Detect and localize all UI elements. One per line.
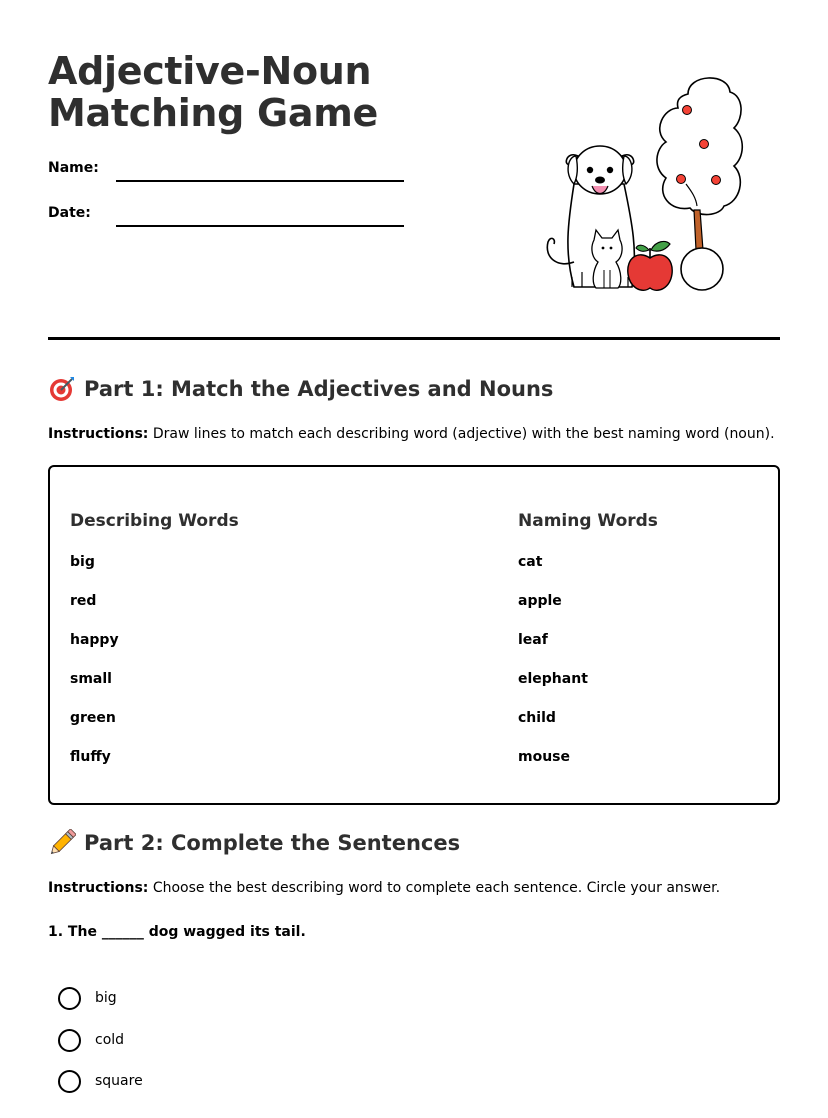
option-big[interactable] — [58, 986, 117, 1010]
naming-words-column — [518, 511, 658, 787]
title-line-1: Adjective-Noun — [48, 49, 372, 93]
title-line-2: Matching Game — [48, 91, 379, 135]
option-label: big — [95, 990, 117, 1006]
name-field[interactable] — [48, 160, 408, 182]
part1-instructions-label: Instructions: — [48, 426, 149, 442]
describing-word[interactable]: fluffy — [70, 749, 111, 765]
option-label: cold — [95, 1032, 125, 1048]
option-square[interactable] — [58, 1069, 143, 1093]
part2-title — [48, 829, 460, 857]
part1-title — [48, 375, 553, 403]
illustration — [538, 72, 778, 298]
option-label: square — [95, 1073, 143, 1089]
part1-instructions-text: Draw lines to match each describing word (adjective) with the best naming word (noun). — [148, 426, 775, 442]
describing-word[interactable]: red — [70, 593, 97, 609]
target-icon — [48, 375, 76, 403]
radio-circle-icon[interactable] — [58, 1029, 81, 1052]
pencil-icon — [48, 829, 76, 857]
date-underline[interactable] — [116, 225, 404, 227]
part2-instructions-label: Instructions: — [48, 880, 149, 896]
naming-word[interactable]: apple — [518, 593, 562, 609]
cat-icon — [592, 230, 622, 288]
header-divider — [48, 337, 780, 340]
tree-icon — [657, 78, 742, 290]
question-1: 1. The ______ dog wagged its tail. — [48, 924, 306, 940]
matching-box — [48, 465, 780, 805]
option-cold[interactable] — [58, 1028, 124, 1052]
radio-circle-icon[interactable] — [58, 987, 81, 1010]
describing-words-header: Describing Words — [70, 511, 239, 531]
naming-word[interactable]: mouse — [518, 749, 571, 765]
page-title — [48, 50, 378, 134]
name-label: Name: — [48, 160, 99, 176]
naming-word[interactable]: child — [518, 710, 556, 726]
naming-word[interactable]: elephant — [518, 671, 588, 687]
naming-word[interactable]: leaf — [518, 632, 548, 648]
name-underline[interactable] — [116, 180, 404, 182]
describing-word[interactable]: green — [70, 710, 116, 726]
naming-word[interactable]: cat — [518, 554, 543, 570]
radio-circle-icon[interactable] — [58, 1070, 81, 1093]
part2-instructions-text: Choose the best describing word to complete each sentence. Circle your answer. — [148, 880, 721, 896]
describing-word[interactable]: big — [70, 554, 95, 570]
part1-instructions — [48, 426, 775, 442]
describing-word[interactable]: happy — [70, 632, 119, 648]
describing-word[interactable]: small — [70, 671, 112, 687]
part2-instructions — [48, 880, 720, 896]
part2-title-text: Part 2: Complete the Sentences — [84, 831, 461, 855]
describing-words-column — [70, 511, 239, 787]
date-field[interactable] — [48, 205, 408, 227]
naming-words-header: Naming Words — [518, 511, 658, 531]
date-label: Date: — [48, 205, 91, 221]
part1-title-text: Part 1: Match the Adjectives and Nouns — [84, 377, 554, 401]
dog-icon — [547, 146, 634, 287]
